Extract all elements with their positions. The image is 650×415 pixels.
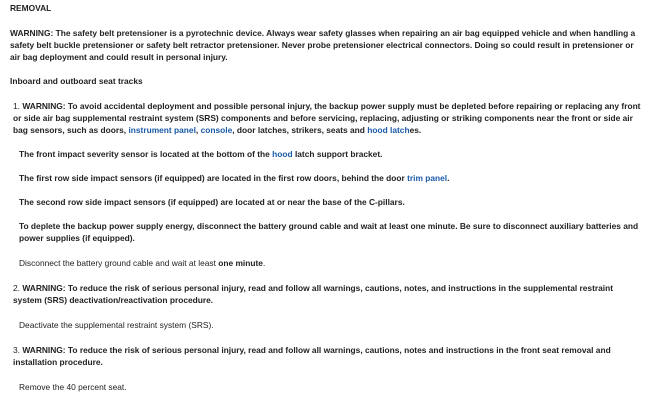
note-second-row: The second row side impact sensors (if equipped) are located at or near the base of the C-pillars. (19, 197, 405, 207)
step-number: 3. (13, 345, 20, 355)
step-2 (10, 282, 644, 306)
action-disconnect (10, 257, 644, 269)
step-number: 1. (13, 101, 20, 111)
action-remove-seat: Remove the 40 percent seat. (19, 382, 127, 392)
instrument-panel-link[interactable]: instrument panel (128, 125, 196, 135)
note-first-row (10, 172, 644, 184)
note-text: . (447, 173, 450, 183)
step-1-warning-end: es. (409, 125, 422, 135)
step-3 (10, 344, 644, 368)
note-front-sensor (10, 148, 644, 160)
console-link[interactable]: console (200, 125, 233, 135)
separator-text: , (195, 125, 201, 135)
step-3-warning: WARNING: To reduce the risk of serious personal injury, read and follow all warnings, cautions, notes and instructions in the front seat removal and installation procedure. (13, 345, 611, 367)
note-deplete: To deplete the backup power supply energy, disconnect the battery ground cable and wait at least one minute. Be sure to disconnect auxiliary batteries and power supplies (if equipped). (19, 221, 639, 243)
note-text: latch support bracket. (292, 149, 383, 159)
trim-panel-link[interactable]: trim panel (407, 173, 448, 183)
pretensioner-warning: WARNING: The safety belt pretensioner is a pyrotechnic device. Always wear safety glasses when repairing an air bag equipped vehicle and when handling a safety belt buckle pretensioner or safety belt retractor pretensioner. Never probe pretensioner electrical connectors. Doing so could result in pretensioner or air bag deployment and could result in personal injury. (10, 28, 636, 62)
step-number: 2. (13, 283, 20, 293)
hood-link[interactable]: hood (272, 149, 293, 159)
step-1-warning-prefix: WARNING: To avoid accidental deployment and possible personal injury, the backup power supply must be depleted before repairing or replacing any front or side air bag supplemental restraint system (SRS) components and before servicing, replacing, adjusting or striking components near the front or side air bag sensors, such as doors, (13, 101, 641, 135)
action-emphasis: one minute (218, 258, 263, 268)
action-text: . (262, 258, 266, 268)
step-1 (10, 100, 644, 136)
hood-latch-link[interactable]: hood latch (367, 125, 410, 135)
removal-heading: REMOVAL (10, 3, 52, 13)
action-deactivate: Deactivate the supplemental restraint system (SRS). (19, 320, 214, 330)
note-text: The first row side impact sensors (if equipped) are located in the first row doors, behind the door (19, 173, 408, 183)
section-title: Inboard and outboard seat tracks (10, 76, 143, 86)
action-text: Disconnect the battery ground cable and wait at least (19, 258, 219, 268)
step-2-warning: WARNING: To reduce the risk of serious personal injury, read and follow all warnings, cautions, notes, and instructions in the supplemental restraint system (SRS) deactivation/reactivation procedure. (13, 283, 614, 305)
note-text: The front impact severity sensor is located at the bottom of the (19, 149, 273, 159)
step-1-warning-mid: , door latches, strikers, seats and (232, 125, 368, 135)
